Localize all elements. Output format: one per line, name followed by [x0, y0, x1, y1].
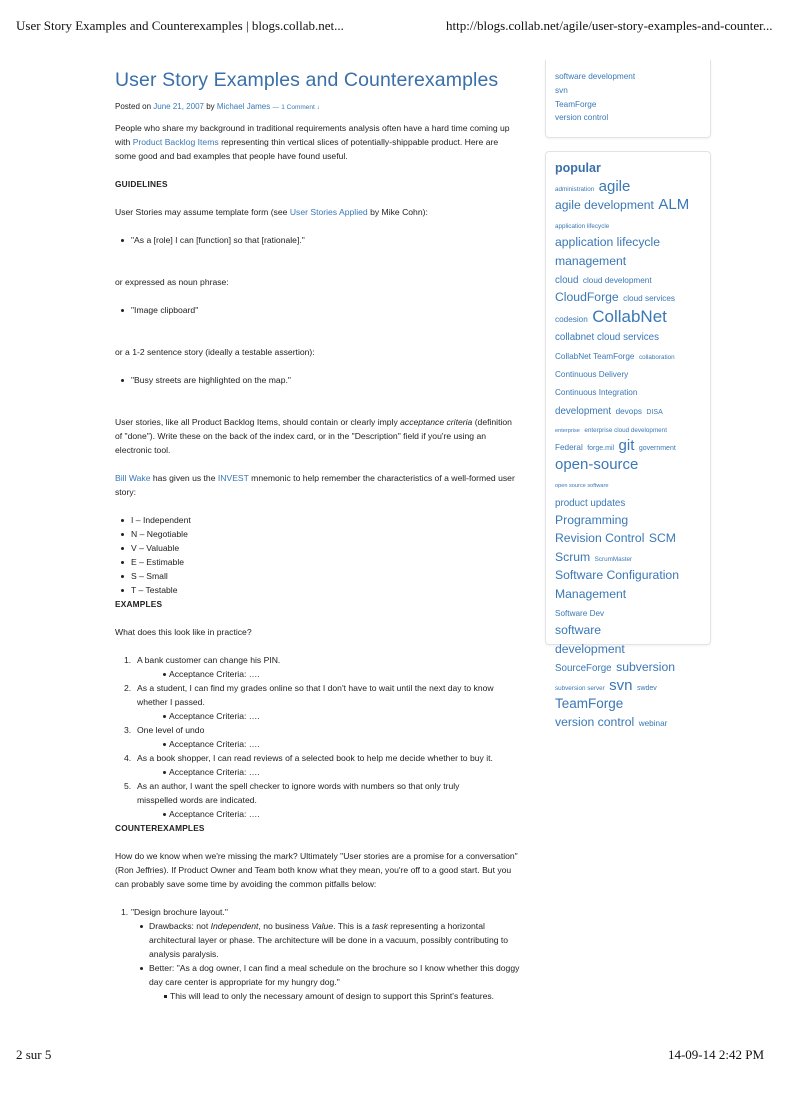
- tag-link[interactable]: collabnet cloud services: [555, 332, 660, 344]
- acceptance-text: User stories, like all Product Backlog Items, should contain or clearly imply: [115, 417, 398, 427]
- tag-link[interactable]: devops: [615, 406, 642, 416]
- example-text: As a student, I can find my grades online so that I don't have to wait until the next day to know whether I passed.: [137, 683, 494, 707]
- print-page-title: User Story Examples and Counterexamples | blogs.collab.net...: [16, 18, 344, 33]
- examples-heading: EXAMPLES: [115, 599, 163, 609]
- sidebar-link[interactable]: software development: [555, 72, 636, 81]
- tag-link[interactable]: product updates: [555, 497, 626, 509]
- noun-phrase-list: [115, 303, 520, 317]
- sentence-list: [115, 373, 520, 387]
- posted-on-label: Posted on: [115, 102, 152, 111]
- acceptance-criteria: Acceptance Criteria: ….: [158, 807, 480, 821]
- list-item: V – Valuable: [115, 541, 520, 555]
- example-item: [115, 681, 520, 723]
- emphasis-task: task: [372, 921, 388, 931]
- intro-paragraph: [115, 121, 520, 163]
- template-form-text-end: by Mike Cohn):: [370, 207, 428, 217]
- example-item: [115, 723, 520, 751]
- template-form-paragraph: [115, 205, 520, 219]
- sidebar-link[interactable]: version control: [555, 113, 609, 123]
- tag-link[interactable]: application lifecycle: [555, 222, 610, 230]
- tag-link[interactable]: Continuous Integration: [555, 388, 638, 398]
- example-text: A bank customer can change his PIN.: [137, 655, 281, 665]
- invest-link[interactable]: INVEST: [217, 473, 249, 483]
- popular-heading: popular: [555, 161, 601, 175]
- tag-link[interactable]: subversion: [616, 660, 676, 675]
- tag-link[interactable]: agile: [598, 178, 631, 195]
- tag-link[interactable]: application lifecycle management: [555, 235, 661, 268]
- tag-link[interactable]: DISA: [646, 408, 663, 416]
- example-item: [115, 653, 520, 681]
- meta-dash: —: [272, 104, 279, 111]
- better-text: Better: "As a dog owner, I can find a meal schedule on the brochure so I know whether this doggy day care center is appropriate for my hungry dog.": [149, 963, 520, 987]
- tag-link[interactable]: git: [618, 437, 635, 455]
- tag-link[interactable]: administration: [555, 186, 595, 193]
- tag-link[interactable]: software development: [555, 623, 625, 656]
- intro-text-end: representing thin vertical slices of potentially-shippable product. Here are some good and bad examples that people have found useful.: [115, 137, 499, 161]
- tag-link[interactable]: Software Dev: [555, 608, 605, 618]
- tag-link[interactable]: enterprise cloud development: [584, 427, 667, 435]
- tag-link[interactable]: Scrum: [555, 549, 591, 564]
- tag-link[interactable]: Continuous Delivery: [555, 369, 629, 379]
- drawbacks-text: . This is a: [333, 921, 370, 931]
- better-note: This will lead to only the necessary amount of design to support this Sprint's features.: [159, 989, 520, 1003]
- tag-link[interactable]: agile development: [555, 198, 654, 213]
- list-item: T – Testable: [115, 583, 520, 597]
- acceptance-criteria-emphasis: acceptance criteria: [400, 417, 473, 427]
- acceptance-criteria: Acceptance Criteria: ….: [158, 765, 520, 779]
- template-list: [115, 233, 520, 247]
- print-page-url: http://blogs.collab.net/agile/user-story-examples-and-counter...: [446, 18, 773, 33]
- author-link[interactable]: Michael James: [216, 102, 271, 111]
- tag-link[interactable]: codesion: [555, 314, 588, 324]
- tag-link[interactable]: development: [555, 405, 612, 417]
- invest-intro-text-end: mnemonic to help remember the characteristics of a well-formed user story:: [115, 473, 515, 497]
- tag-link[interactable]: SourceForge: [555, 663, 612, 675]
- comments-link[interactable]: 1 Comment ↓: [281, 104, 320, 111]
- product-backlog-items-link[interactable]: Product Backlog Items: [132, 137, 219, 147]
- tag-link[interactable]: CloudForge: [555, 290, 619, 305]
- example-item: [115, 751, 520, 779]
- template-form-text: User Stories may assume template form (see: [115, 207, 288, 217]
- list-item: "As a [role] I can [function] so that [rationale].": [115, 233, 520, 247]
- tag-cloud: [555, 178, 705, 732]
- drawbacks-text: representing a horizontal architectural layer or phase. The architecture will be done in a vacuum, possibly contributing to analysis paralysis.: [149, 921, 509, 959]
- tag-link[interactable]: open source software: [555, 483, 609, 490]
- counterexamples-list: [115, 905, 520, 1003]
- invest-intro-paragraph: [115, 471, 520, 499]
- list-item: I – Independent: [115, 513, 520, 527]
- list-item: S – Small: [115, 569, 520, 583]
- print-datetime: 14-09-14 2:42 PM: [667, 1047, 764, 1062]
- counterexamples-heading: COUNTEREXAMPLES: [115, 823, 205, 833]
- emphasis-value: Value: [311, 921, 334, 931]
- list-item: E – Estimable: [115, 555, 520, 569]
- popular-tags-widget: [545, 151, 711, 730]
- counterexample-item: [115, 905, 520, 1003]
- better-item: [135, 961, 520, 1003]
- example-text: One level of undo: [137, 725, 205, 735]
- tag-link[interactable]: webinar: [638, 719, 668, 729]
- counterexamples-intro: How do we know when we're missing the mark? Ultimately "User stories are a promise for a conversation" (Ron Jeffries). If Product Owner and Team both know what they mean, you're off to a good start. But you can probably save some time by avoiding the common pitfalls below:: [115, 851, 518, 889]
- bill-wake-link[interactable]: Bill Wake: [115, 473, 151, 483]
- item-number: 1.: [121, 907, 129, 917]
- acceptance-text-end: (definition of "done"). Write these on the back of the index card, or in the "Description" field if you're using an electronic tool.: [115, 417, 512, 455]
- user-stories-applied-link[interactable]: User Stories Applied: [289, 207, 368, 217]
- intro-text: People who share my background in traditional requirements analysis often have a hard time coming up with: [115, 123, 510, 147]
- tag-link[interactable]: ScrumMaster: [594, 555, 633, 563]
- post-title[interactable]: User Story Examples and Counterexamples: [115, 69, 499, 91]
- invest-intro-text: has given us the: [152, 473, 216, 483]
- post-meta: [115, 100, 520, 115]
- acceptance-criteria: Acceptance Criteria: ….: [158, 737, 520, 751]
- tag-link[interactable]: open-source: [555, 455, 639, 473]
- drawbacks-item: [135, 919, 520, 961]
- guidelines-heading: GUIDELINES: [115, 179, 168, 189]
- examples-intro: What does this look like in practice?: [115, 627, 252, 637]
- sidebar-link[interactable]: TeamForge: [555, 99, 597, 109]
- sentence-intro: or a 1-2 sentence story (ideally a testable assertion):: [115, 347, 315, 357]
- sidebar-category-widget: [545, 60, 711, 138]
- list-item: "Busy streets are highlighted on the map.": [115, 373, 520, 387]
- tag-link[interactable]: ALM: [658, 196, 690, 214]
- example-item: [115, 779, 520, 821]
- post-date-link[interactable]: June 21, 2007: [153, 102, 204, 111]
- tag-link[interactable]: svn: [609, 676, 633, 694]
- tag-link[interactable]: cloud: [555, 274, 579, 286]
- emphasis-independent: Independent: [210, 921, 259, 931]
- item-number: 3.: [124, 725, 132, 735]
- noun-phrase-intro: or expressed as noun phrase:: [115, 277, 229, 287]
- drawbacks-text: Drawbacks: not: [149, 921, 209, 931]
- sidebar-link[interactable]: svn: [555, 85, 568, 95]
- tag-link[interactable]: cloud services: [623, 294, 676, 304]
- tag-link[interactable]: enterprise: [555, 428, 580, 435]
- examples-list: [115, 653, 520, 821]
- tag-link[interactable]: forge.mil: [587, 445, 615, 453]
- item-number: 1.: [124, 655, 132, 665]
- tag-link[interactable]: version control: [555, 715, 635, 730]
- tag-link[interactable]: Revision Control: [555, 531, 645, 546]
- counterexample-text: "Design brochure layout.": [131, 907, 228, 917]
- item-number: 4.: [124, 753, 132, 763]
- list-item: "Image clipboard": [115, 303, 520, 317]
- tag-link[interactable]: Software Configuration Management: [555, 568, 679, 601]
- acceptance-criteria: Acceptance Criteria: ….: [158, 709, 520, 723]
- item-number: 2.: [124, 683, 132, 693]
- tag-link[interactable]: CollabNet TeamForge: [555, 351, 635, 361]
- tag-link[interactable]: SCM: [648, 531, 676, 546]
- invest-list: [115, 513, 520, 597]
- tag-link[interactable]: CollabNet: [592, 306, 667, 326]
- acceptance-paragraph: [115, 415, 520, 457]
- example-text: As an author, I want the spell checker to ignore words with numbers so that only truly misspelled words are indicated.: [137, 781, 460, 805]
- tag-link[interactable]: collaboration: [638, 353, 675, 361]
- drawbacks-text: , no business: [258, 921, 310, 931]
- list-item: N – Negotiable: [115, 527, 520, 541]
- post-article: [115, 68, 520, 1003]
- tag-link[interactable]: Programming: [555, 513, 629, 528]
- tag-link[interactable]: Federal: [555, 443, 583, 453]
- tag-link[interactable]: TeamForge: [555, 695, 624, 711]
- tag-link[interactable]: subversion server: [555, 684, 605, 692]
- tag-link[interactable]: swdev: [636, 684, 657, 692]
- page-counter: 2 sur 5: [16, 1047, 52, 1062]
- tag-link[interactable]: government: [638, 445, 676, 453]
- item-number: 5.: [124, 781, 132, 791]
- tag-link[interactable]: cloud development: [582, 275, 652, 285]
- by-label: by: [206, 102, 215, 111]
- example-text: As a book shopper, I can read reviews of a selected book to help me decide whether to buy it.: [137, 753, 493, 763]
- acceptance-criteria: Acceptance Criteria: ….: [158, 667, 520, 681]
